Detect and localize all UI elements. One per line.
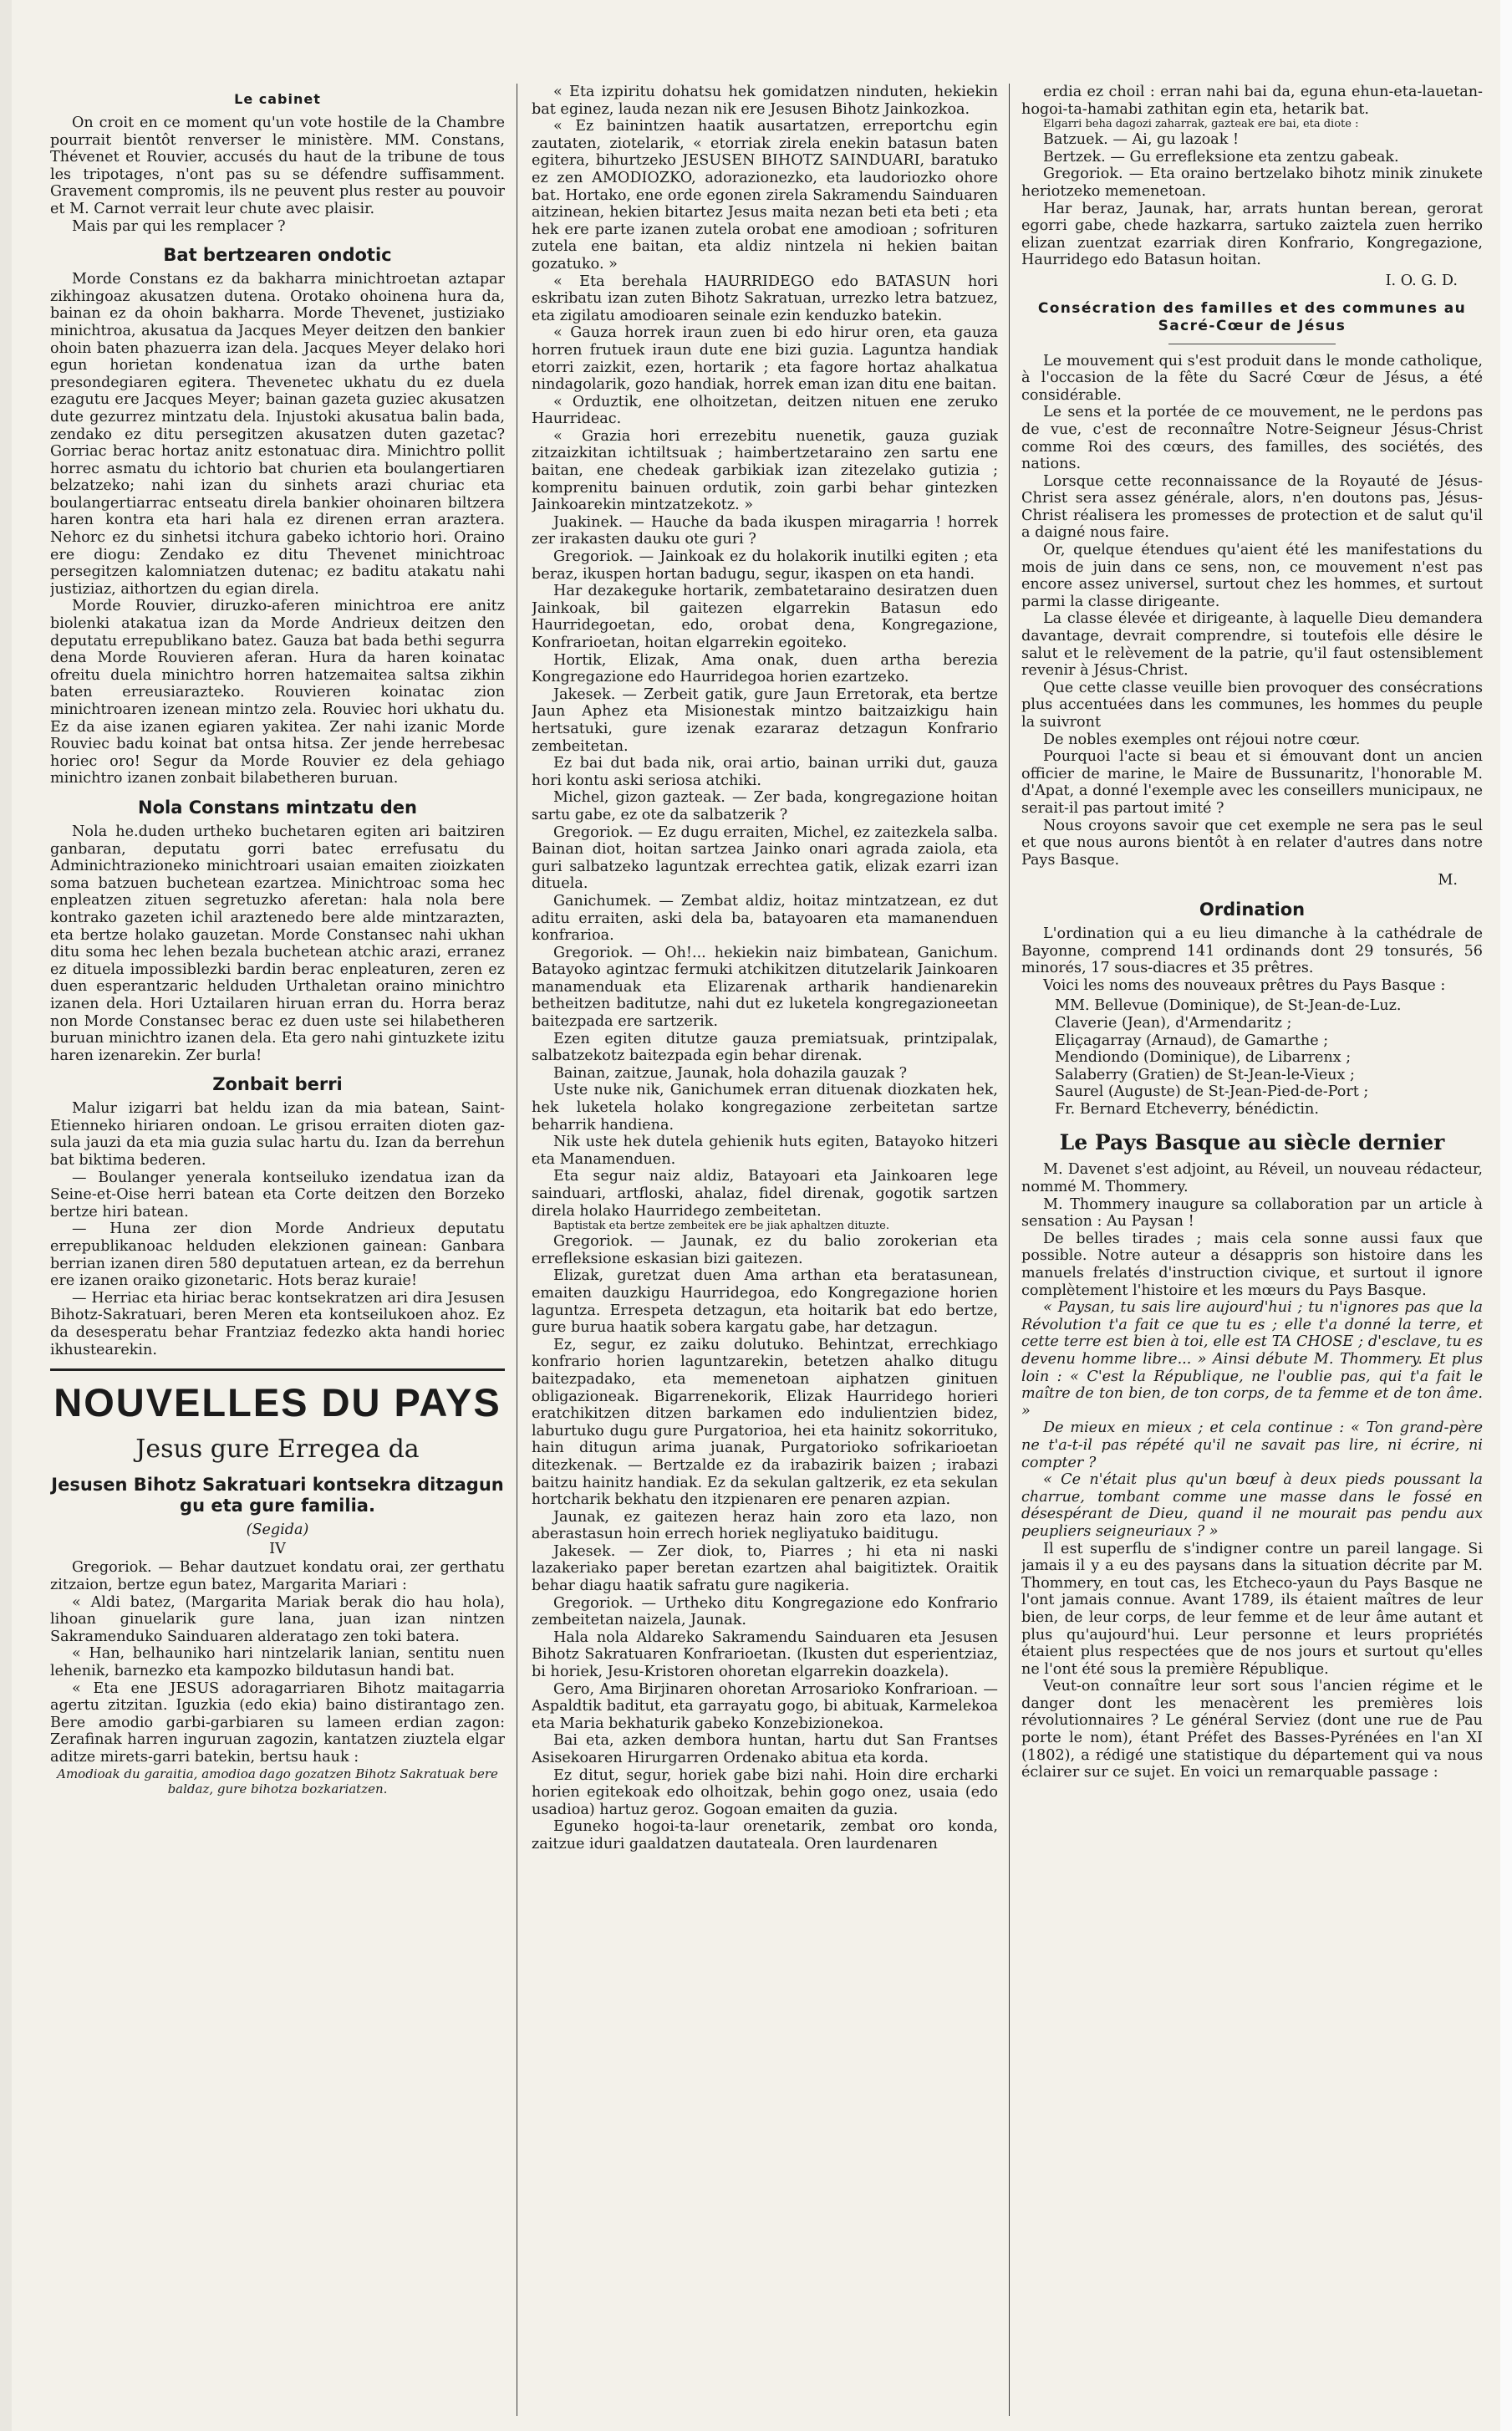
paragraph: Uste nuke nik, Ganichumek erran dituenak diozkaten hek, hek luketela holako kongregazione zerbeitetan sartze beharrik handiena. bbox=[532, 1082, 998, 1134]
headline-pays-basque: Le Pays Basque au siècle dernier bbox=[1059, 1130, 1445, 1155]
paragraph: Que cette classe veuille bien provoquer des consécrations plus accentuées dans les communes, les hommes du peuple la suivront bbox=[1021, 679, 1483, 731]
paragraph: Nous croyons savoir que cet exemple ne sera pas le seul et que nous aurons bientôt à en relater d'autres dans notre Pays Basque. bbox=[1021, 817, 1483, 869]
paragraph: Nola he.duden urtheko buchetaren egiten ari baitziren ganbaran, deputatu gorri batec errefusatu du Adminichtrazioneko minichtroari usaian emaiten zioizkaten soma batzuen buchetean ezartzea. Minichtroac soma hec enpleatzen zituen segretuzko aferetan: hala nola bere kontrako gazeten ichil araztenedo bere alde mintzarazten, eta bertze holako gauzetan. Morde Constansec nahi ukhan ditu soma hec lehen bezala buchetean atchic arazi, erranez ez dituela impossiblezki bardin berac enpleaturen, zeren ez duen esperantzaric helduden Urthaletan oraino minichtro izanen dela. Hori Uztailaren hiruan erran du. Horra beraz non Morde Constansec berac ez duen uste sei hilabetheren buruan minichtro izanen dela. Eta gero nahi gintuzkete izitu haren izenarekin. Zer burla! bbox=[50, 823, 505, 1064]
stage-direction: Baptistak eta bertze zembeitek ere be jiak aphaltzen dituzte. bbox=[553, 1220, 889, 1233]
list-item: Eliçagarray (Arnaud), de Gamarthe ; bbox=[1055, 1032, 1329, 1049]
paragraph: Bai eta, azken dembora huntan, hartu dut San Frantses Asisekoaren Hirurgarren Ordenako abitua eta korda. bbox=[532, 1732, 998, 1766]
paragraph: Ez ditut, segur, horiek gabe bizi nahi. Hoin dire ercharki horien egitekoak edo olhoitzak, behin gogo onez, usaia (edo usadioa) hartuz geroz. Gogoan emaiten da guzia. bbox=[532, 1766, 998, 1818]
paragraph: « Eta berehala HAURRIDEGO edo BATASUN hori eskribatu izan zuten Bihotz Sakratuan, urrezko letra batzuez, eta zigilatu amodioaren seinale ezin kenduzko batekin. bbox=[532, 273, 998, 324]
paragraph: L'ordination qui a eu lieu dimanche à la cathédrale de Bayonne, comprend 141 ordinands dont 29 tonsurés, 56 minorés, 17 sous-diacres et 35 prêtres. bbox=[1021, 925, 1483, 977]
column-middle bbox=[532, 84, 998, 2418]
paragraph: Hala nola Aldareko Sakramendu Sainduaren eta Jesusen Bihotz Sakratuaren Konfrarioetan. (Ikusten dut esperientziaz, bi horiek, Jesu-Kristoren ohoretan elgarrekin doazkela). bbox=[532, 1628, 998, 1681]
headline-jesus-gure-erregea: Jesus gure Erregea da bbox=[135, 1435, 420, 1465]
paragraph: Gregoriok. — Urtheko ditu Kongregazione edo Konfrario zembeitetan naizela, Jaunak. bbox=[532, 1594, 998, 1629]
stage-direction: Elgarri beha dagozi zaharrak, gazteak ere bai, eta diote : bbox=[1043, 118, 1359, 131]
verse: Amodioak du garaitia, amodioa dago gozatzen Bihotz Sakratuak bere baldaz, gure bihotza bozkariatzen. bbox=[57, 1766, 498, 1796]
headline-ordination: Ordination bbox=[1199, 899, 1306, 920]
column-left bbox=[50, 84, 505, 2418]
paragraph: Morde Constans ez da bakharra minichtroetan aztapar zikhingoaz akusatzen dutena. Orotako ohoinena hura da, bainan ez da ohoin bakharra. Morde Thevenet, justiziako minichtroa, akusatua da Jacques Meyer deitzen den bankier ohoin baten phazuerra izan dela. Jacques Meyer delako hori egun horietan kondenatua izan da urthe baten presondegiaren egitera. Thevenetec ukhatu du ez duela ezagutu ere Jacques Meyer; bainan gazeta guziec akusatzen dute gezurrez mintzatu dela. Injustoki akusatua balin bada, zendako ez ditu persegitzen akusatzen duten gazetac? Gorriac berac hortaz anitz estonatuac dira. Minichtro pollit horrec asmatu du ichtorio bat churien eta boulangertiaren belzatzeko; nahi izan du sinhets arazi churiac eta boulangertiarrac entseatu direla bankier ohoinaren biltzera haren kontra eta hari hala ez direnen erran araztera. Nehorc ez du sinhetsi itchura gabeko ichtorio hori. Oraino ere diogu: Zendako ez ditu Thevenet minichtroac persegitzen kalomniatzen dutenac; ez baditu atakatu nahi justiziaz, aithortzen du egian direla. bbox=[50, 271, 505, 598]
scan-left-edge bbox=[0, 0, 12, 2431]
column-right bbox=[1021, 84, 1483, 2418]
headline-nouvelles-du-pays: NOUVELLES DU PAYS bbox=[50, 1368, 505, 1426]
paragraph: Veut-on connaître leur sort sous l'ancien régime et le danger dont les menacèrent les premières lois révolutionnaires ? Le général Serviez (dont une rue de Pau porte le nom), étant Préfet des Basses-Pyrénées en l'an XI (1802), a rédigé une statistique du département qui va nous éclairer sur ce sujet. En voici un remarquable passage : bbox=[1021, 1678, 1483, 1781]
paragraph: Gregoriok. — Eta oraino bertzelako bihotz minik zinukete heriotzeko memenetoan. bbox=[1021, 166, 1483, 200]
signature: I. O. G. D. bbox=[1385, 272, 1458, 289]
scan-right-edge bbox=[1500, 0, 1512, 2431]
paragraph: « Ez bainintzen haatik ausartatzen, erreportchu egin zautaten, ziotelarik, « etorriak zirela enekin batasun baten egitera, bihurtzeko JESUSEN BIHOTZ SAINDUARI, baratuko ez zen AMODIOZKO, adorazionezko, eta laudoriozko ohore bat. Hortako, ene orde egonen zirela Sakramendu Sainduaren aitzinean, hekien bitartez Jesus maita nezan beti eta beti ; eta hek ere parte izanen zutela orobat ene amodioan ; sofrituren zutela ene baitan, eta aldiz nintzela ni hekien baitan gozatuko. » bbox=[532, 118, 998, 273]
list-item: MM. Bellevue (Dominique), de St-Jean-de-Luz. bbox=[1055, 997, 1402, 1015]
list-item: Salaberry (Gratien) de St-Jean-le-Vieux ; bbox=[1055, 1066, 1355, 1083]
list-item: Mendiondo (Dominique), de Libarrenx ; bbox=[1055, 1049, 1352, 1067]
quotation: « Paysan, tu sais lire aujourd'hui ; tu n'ignores pas que la Révolution t'a fait ce que tu es ; elle t'a donné la terre, et cette terre est bien à toi, elle est TA CHOSE ; d'esclave, tu es devenu homme libre... » Ainsi débute M. Thommery. Et plus loin : « C'est la République, ne l'oublie pas, qui t'a fait le maître de ton bien, de ton corps, de ta femme et de ton âme. » bbox=[1021, 1299, 1483, 1419]
column-rule bbox=[1009, 84, 1010, 2416]
paragraph: Le mouvement qui s'est produit dans le monde catholique, à l'occasion de la fête du Sacré Cœur de Jésus, a été considérable. bbox=[1021, 352, 1483, 404]
paragraph: M. Thommery inaugure sa collaboration par un article à sensation : Au Paysan ! bbox=[1021, 1195, 1483, 1231]
paragraph: Voici les noms des nouveaux prêtres du Pays Basque : bbox=[1043, 976, 1446, 994]
quotation: De mieux en mieux ; et cela continue : « Ton grand-père ne t'a-t-il pas répété qu'il ne savait pas lire, ni écrire, ni compter ? bbox=[1021, 1419, 1483, 1471]
paragraph: Jakesek. — Zerbeit gatik, gure Jaun Erretorak, eta bertze Jaun Aphez eta Misionestak mintzo baitzaizkigu hain hertsatuki, gure izenak ezararaz detzagun Konfrario zembeitetan. bbox=[532, 685, 998, 755]
newspaper-page bbox=[12, 0, 1501, 2431]
headline-le-cabinet: Le cabinet bbox=[234, 91, 321, 107]
paragraph: Eta segur naiz aldiz, Batayoari eta Jainkoaren lege sainduari, artfloski, ahalaz, fidel direnak, gogotik sartzen direla holako Haurridego zembeitetan. bbox=[532, 1168, 998, 1220]
headline-nola-constans: Nola Constans mintzatu den bbox=[138, 797, 417, 818]
paragraph: Eguneko hogoi-ta-laur orenetarik, zembat oro konda, zaitzue iduri gaaldatzen dautateala. Oren laurdenaren bbox=[532, 1818, 998, 1853]
chapter-number: IV bbox=[269, 1540, 286, 1557]
paragraph: Jakesek. — Zer diok, to, Piarres ; hi eta ni naski lazakeriako paper beretan ezartzen ahal baigitiztek. Oraitik behar diagu haatik safratu gure nagikeria. bbox=[532, 1542, 998, 1595]
paragraph: « Aldi batez, (Margarita Mariak berak dio hau hola), lihoan ginuelarik gure lana, juan izan nintzen Sakramenduko Sainduaren alderatago zen toki batera. bbox=[50, 1593, 505, 1645]
paragraph: De nobles exemples ont réjoui notre cœur. bbox=[1043, 731, 1361, 748]
paragraph: « Orduztik, ene olhoitzetan, deitzen nituen ene zeruko Haurrideac. bbox=[532, 393, 998, 428]
headline-zonbait-berri: Zonbait berri bbox=[212, 1074, 343, 1095]
paragraph: Elizak, guretzat duen Ama arthan eta beratasunean, emaiten dauzkigu Haurridegoa, edo Kongregazione horien laguntza. Errespeta detzagun, eta hoitarik bat edo bertze, gure burua haatik sobera kargatu gabe, har detzagun. bbox=[532, 1267, 998, 1337]
paragraph: « Grazia hori errezebitu nuenetik, gauza guziak zitzaizkitan ichtiltsuak ; haimbertzetaraino zen sartu ene baitan, ene chedeak garbikiak izan zitezelako gutizia ; komprenitu bainuen ordutik, zoin garbi behar gintezken Jainkoarekin mintzatzekotz. » bbox=[532, 427, 998, 514]
paragraph: De belles tirades ; mais cela sonne aussi faux que possible. Notre auteur a désappris son histoire dans les manuels frelatés d'instruction civique, et surtout il ignore complètement l'histoire et les mœurs du Pays Basque. bbox=[1021, 1230, 1483, 1299]
headline-bat-bertzearen-ondotic: Bat bertzearen ondotic bbox=[163, 245, 392, 266]
paragraph: « Gauza horrek iraun zuen bi edo hirur oren, eta gauza horren frutuek iraun dute ene bizi guzia. Laguntza handiak etorri zaizkit, ezen, hortarik ; eta fagore hortaz ahalkatua nindagolarik, gozo handiak, horrek eman izan ditu ene baitan. bbox=[532, 324, 998, 394]
paragraph: Ez bai dut bada nik, orai artio, bainan urriki dut, gauza hori kontu aski seriosa atchiki. bbox=[532, 755, 998, 789]
paragraph: Gero, Ama Birjinaren ohoretan Arrosarioko Konfrarioan. — Aspaldtik baditut, eta garrayatu gogo, bi abituak, Karmelekoa eta Maria bekhaturik gabeko Konzebizionekoa. bbox=[532, 1680, 998, 1732]
paragraph: Pourquoi l'acte si beau et si émouvant dont un ancien officier de marine, le Maire de Bussunaritz, l'honorable M. d'Apat, a donné l'exemple avec les conseillers municipaux, ne serait-il pas partout imité ? bbox=[1021, 748, 1483, 817]
paragraph: Morde Rouvier, diruzko-aferen minichtroa ere anitz biolenki atakatua izan da Morde Andrieux deitzen den deputatu errepublikano batez. Gauza bat bada bethi segurra dena Morde Rouvieren aferan. Hura da haren koinatac ofreitu duela minichtro horren hatzemaitea saltsa zikhin baten erreusiarazteko. Rouvieren koinatac zion minichtroaren izenean mintzo zela. Rouviec hori ukhatu du. Ez da aise izanen egiaren yakitea. Zer nahi izanic Morde Rouviec badu koinat bat ontsa hitsa. Zer jende herrebesac horiec oro! Segur da Morde Rouvier ez dela gehiago minichtro izanen zonbait bilabetheren buruan. bbox=[50, 598, 505, 787]
paragraph: M. Davenet s'est adjoint, au Réveil, un nouveau rédacteur, nommé M. Thommery. bbox=[1021, 1161, 1483, 1196]
paragraph: — Boulanger yenerala kontseiluko izendatua izan da Seine-et-Oise herri batean eta Corte deitzen den Borzeko bertze hiri batean. bbox=[50, 1169, 505, 1221]
list-item: Fr. Bernard Etcheverry, bénédictin. bbox=[1055, 1100, 1319, 1118]
signature: M. bbox=[1438, 872, 1458, 889]
paragraph: Gregoriok. — Jaunak, ez du balio zorokerian eta errefleksione eskasian bizi gaitezen. bbox=[532, 1233, 998, 1267]
paragraph: La classe élevée et dirigeante, à laquelle Dieu demandera davantage, devrait comprendre, si toutefois elle désire le salut et le relèvement de la patrie, qu'il faut ostensiblement revenir à Jésus-Christ. bbox=[1021, 610, 1483, 680]
quotation: « Ce n'était plus qu'un bœuf à deux pieds poussant la charrue, tombant comme une masse dans le fossé en désespérant de Dieu, quand il ne mourait pas pendu aux peupliers seigneuriaux ? » bbox=[1021, 1471, 1483, 1540]
paragraph: Michel, gizon gazteak. — Zer bada, kongregazione hoitan sartu gabe, ez ote da salbatzerik ? bbox=[532, 789, 998, 823]
paragraph: Nik uste hek dutela gehienik huts egiten, Batayoko hitzeri eta Manamenduen. bbox=[532, 1134, 998, 1168]
paragraph: Gregoriok. — Ez dugu erraiten, Michel, ez zaitezkela salba. Bainan diot, hoitan sartzea Jainko onari agrada zaiola, eta guri salbatzeko laguntzak errechtea gatik, elizak ezarri izan dituela. bbox=[532, 823, 998, 893]
paragraph: Ganichumek. — Zembat aldiz, hoitaz mintzatzean, ez dut aditu erraiten, aski dela ba, batayoaren eta mamanenduen konfrarioa. bbox=[532, 892, 998, 945]
paragraph: Le sens et la portée de ce mouvement, ne le perdons pas de vue, c'est de reconnaître Notre-Seigneur Jésus-Christ comme Roi des cœurs, des familles, des sociétés, des nations. bbox=[1021, 404, 1483, 473]
paragraph: On croit en ce moment qu'un vote hostile de la Chambre pourrait bientôt renverser le ministère. MM. Constans, Thévenet et Rouvier, accusés du haut de la tribune de tous les tripotages, n'ont pas su se défendre suffisamment. Gravement compromis, ils ne peuvent plus rester au pouvoir et M. Carnot verrait leur chute avec plaisir. bbox=[50, 115, 505, 217]
paragraph: Gregoriok. — Behar dautzuet kondatu orai, zer gerthatu zitzaion, bertze egun batez, Margarita Mariari : bbox=[50, 1559, 505, 1593]
list-item: Saurel (Auguste) de St-Jean-Pied-de-Port ; bbox=[1055, 1083, 1369, 1101]
paragraph: — Huna zer dion Morde Andrieux deputatu errepublikanoac helduden elekzionen gainean: Ganbara berrian izanen diren 580 deputatuen artean, ez da berrehun ere izanen oraiko gizonetaric. Hots beraz kuraie! bbox=[50, 1221, 505, 1290]
paragraph: « Eta ene JESUS adoragarriaren Bihotz maitagarria agertu zitzitan. Iguzkia (edo ekia) baino distirantago zen. Bere amodio garbi-garbiaren su lameen erdian zagon: Zerafinak harren inguruan zagozin, kantatzen ziuztela elgar aditze mirets-garri batekin, bertsu hauk : bbox=[50, 1679, 505, 1766]
paragraph: Batzuek. — Ai, gu lazoak ! bbox=[1043, 131, 1240, 149]
paragraph: Juakinek. — Hauche da bada ikuspen miragarria ! horrek zer irakasten dauku ote guri ? bbox=[532, 513, 998, 548]
segida-label: (Segida) bbox=[246, 1521, 309, 1539]
paragraph: Ez, segur, ez zaiku dolutuko. Behintzat, errechkiago konfrario horien laguntzarekin, betetzen ahalko ditugu baitezpadako, eta memenetoan aiphatzen ginituen obligazioneak. Bigarrenekorik, Elizak Haurridego horieri eratchikitzen ditzen barkamen edo indulientzien bidez, laburtuko dugu gure Purgatorioa, hei eta hainitz sokorrituko, hain ditugun arima juanak, Purgatorioko sofrikarioetan ditezkenak. — Bertzalde ez da irabazirik baizen ; irabazi baitzu hainitz handiak. Ez da sekulan galtzerik, ez eta sekulan hortcharik bekhatu den itzpienaren ere penaren azpian. bbox=[532, 1336, 998, 1509]
paragraph: « Han, belhauniko hari nintzelarik lanian, sentitu nuen lehenik, barnezko eta kampozko bildutasun handi bat. bbox=[50, 1645, 505, 1679]
headline-consecration: Consécration des familles et des communes au Sacré-Cœur de Jésus bbox=[1037, 299, 1467, 334]
paragraph: Lorsque cette reconnaissance de la Royauté de Jésus-Christ sera assez générale, alors, n'en doutons pas, Jésus-Christ réalisera les promesses de protection et de salut qu'il a daigné nous faire. bbox=[1021, 472, 1483, 542]
list-item: Claverie (Jean), d'Armendaritz ; bbox=[1055, 1014, 1292, 1032]
paragraph: Bainan, zaitzue, Jaunak, hola dohazila gauzak ? bbox=[553, 1064, 908, 1082]
paragraph: Har beraz, Jaunak, har, arrats huntan berean, gerorat egorri gabe, chede hazkarra, sartuko zaiztela zuen herriko elizan zuentzat ezarriak diren Konfrario, Kongregazione, Haurridego edo Batasun hoitan. bbox=[1021, 200, 1483, 269]
paragraph: Jaunak, ez gaitezen heraz hain zoro eta lazo, non aberastasun hoin errech horiek negliyatuko baiditugu. bbox=[532, 1508, 998, 1543]
paragraph: Mais par qui les remplacer ? bbox=[72, 217, 286, 235]
paragraph: Gregoriok. — Oh!... hekiekin naiz bimbatean, Ganichum. Batayoko agintzac fermuki atchikitzen ditutzelarik Jainkoaren manamenduak eta Elizarenak artharik handienarekin betheitzen baditutze, nahi dut ez luketela kongregazioneetan baitezpada ere sartzerik. bbox=[532, 944, 998, 1031]
paragraph: Bertzek. — Gu errefleksione eta zentzu gabeak. bbox=[1043, 148, 1399, 166]
paragraph: Ezen egiten ditutze gauza premiatsuak, printzipalak, salbatzekotz baitezpada egin behar direnak. bbox=[532, 1030, 998, 1065]
paragraph: « Eta izpiritu dohatsu hek gomidatzen ninduten, hekiekin bat eginez, lauda nezan nik ere Jesusen Bihotz Jainkozkoa. bbox=[532, 84, 998, 118]
paragraph: Or, quelque étendues qu'aient été les manifestations du mois de juin dans ce sens, non, ce mouvement n'est pas encore assez universel, surtout chez les hommes, et surtout parmi la classe dirigeante. bbox=[1021, 542, 1483, 610]
paragraph: Malur izigarri bat heldu izan da mia batean, Saint-Etienneko hiriaren ondoan. Le grisou erraiten dioten gaz-sula jauzi da eta mia guzia sulac hartu du. Izan da berrehun bat biktima bederen. bbox=[50, 1100, 505, 1170]
subheadline-kontsekra: Jesusen Bihotz Sakratuari kontsekra ditzagun gu eta gure familia. bbox=[51, 1475, 504, 1516]
paragraph: — Herriac eta hiriac berac kontsekratzen ari dira Jesusen Bihotz-Sakratuari, beren Meren eta kontseilukoen ahoz. Ez da desesperatu behar Frantziaz fedezko akta handi horiec ikhustearekin. bbox=[50, 1289, 505, 1358]
paragraph: erdia ez choil : erran nahi bai da, eguna ehun-eta-lauetan-hogoi-ta-hamabi zathitan egin eta, hetarik bat. bbox=[1021, 84, 1483, 118]
paragraph: Gregoriok. — Jainkoak ez du holakorik inutilki egiten ; eta beraz, ikuspen hortan badugu, segur, ikaspen on eta handi. bbox=[532, 548, 998, 583]
priest-list bbox=[1055, 997, 1483, 1118]
paragraph: Il est superflu de s'indigner contre un pareil langage. Si jamais il y a eu des paysans dans la situation décrite par M. Thommery, en tout cas, les Etcheco-yaun du Pays Basque ne l'ont jamais connue. Avant 1789, ils étaient maîtres de leur bien, de leur corps, de leur femme et de leur âme autant et plus qu'aujourd'hui. Leur personne et leurs propriétés étaient plus respectées que de nos jours et surtout qu'elles ne l'ont été sous la première République. bbox=[1021, 1540, 1483, 1678]
paragraph: Har dezakeguke hortarik, zembatetaraino desiratzen duen Jainkoak, bil gaitezen elgarrekin Batasun edo Haurridegoetan, edo, orobat dena, Kongregazione, Konfrarioetan, hoitan elgarrekin egoiteko. bbox=[532, 583, 998, 651]
paragraph: Hortik, Elizak, Ama onak, duen artha berezia Kongregazione edo Haurridegoa horien ezartzeko. bbox=[532, 651, 998, 686]
